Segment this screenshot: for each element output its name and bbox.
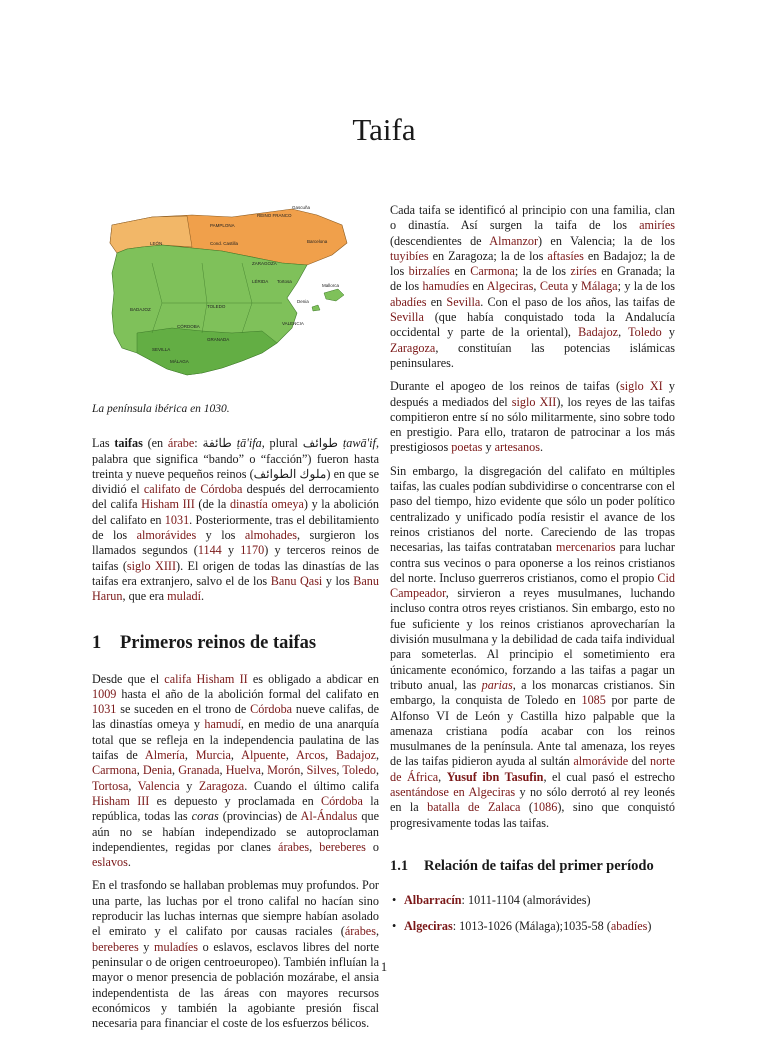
wiki-link[interactable]: bereberes: [92, 939, 139, 954]
wiki-link[interactable]: Córdoba: [320, 793, 363, 808]
paragraph: [92, 878, 379, 1031]
text-run: Desde que el: [92, 671, 165, 686]
wiki-link[interactable]: 1086: [532, 800, 558, 815]
wiki-link[interactable]: 1009: [92, 686, 117, 701]
text-run: se suceden en el trono de: [116, 702, 251, 717]
text-run: (en: [142, 436, 168, 451]
text-run: en Zaragoza; la de los: [428, 248, 548, 263]
text-run: ) y la abolición del califato en: [92, 497, 379, 527]
text-run: hasta el año de la abolición formal del califato en: [116, 686, 379, 701]
text-run: , constituían las potencias islámicas peninsulares.: [390, 340, 675, 370]
text-run: ,: [309, 839, 320, 854]
wiki-link[interactable]: Carmona: [92, 763, 137, 778]
page-title: Taifa: [352, 112, 416, 147]
text-run: y: [568, 279, 582, 294]
wiki-link[interactable]: siglo XI: [620, 379, 663, 394]
map-label: Cond. Castilla: [210, 241, 239, 246]
wiki-link[interactable]: Murcia: [195, 748, 231, 763]
text-run: , que era: [122, 589, 168, 604]
text-run: .: [539, 440, 544, 455]
text-run: , el cual pasó el estrecho: [543, 769, 676, 784]
text-run: ,: [325, 748, 337, 763]
text-run: taifas: [114, 436, 143, 451]
paragraph: [390, 379, 675, 455]
wiki-link[interactable]: Carmona: [470, 264, 515, 279]
wiki-link[interactable]: batalla de Zalaca: [427, 800, 521, 815]
text-run: , a los monarcas cristianos. Sin embargo, la conquista de Toledo en: [390, 677, 675, 708]
text-run: ,: [219, 763, 226, 778]
text-run: en: [469, 279, 487, 294]
text-run: del: [628, 754, 650, 769]
wiki-link[interactable]: 1170: [240, 543, 265, 558]
text-run: es obligado a abdicar en: [247, 671, 379, 686]
text-run: ) en Valencia; la de los: [538, 233, 675, 248]
wiki-link[interactable]: Cid Campeador: [390, 570, 675, 601]
wiki-link[interactable]: Badajoz: [336, 748, 376, 763]
wiki-link[interactable]: califa Hisham II: [164, 671, 248, 686]
text-run: después del derrocamiento del califa: [92, 482, 379, 512]
text-run: . Posteriormente, tras el debilitamiento de los: [92, 512, 379, 543]
text-run: (provincias) de: [218, 809, 301, 824]
text-run: ,: [438, 769, 447, 784]
wiki-link[interactable]: norte de África: [390, 754, 676, 784]
text-run: y los: [196, 528, 245, 543]
text-run: . Cuando el último califa: [244, 778, 380, 793]
wiki-link[interactable]: amiríes: [639, 218, 675, 233]
map-label: LÉRIDA: [252, 279, 269, 284]
text-run: ,: [230, 748, 242, 763]
text-run: y: [482, 440, 495, 455]
wiki-link[interactable]: almorávide: [573, 754, 629, 769]
wiki-link[interactable]: Málaga: [581, 279, 618, 294]
text-run: en: [426, 294, 447, 309]
paragraph: [92, 672, 379, 871]
wiki-link[interactable]: Ceuta: [539, 279, 569, 294]
text-run: ). El origen de todas las dinastías de las taifas era extranjero, salvo el de los: [92, 558, 380, 588]
text-run: , palabra que significa “bando” o “facción”) fueron hasta treinta y nueve pequeños reinos (ملوك الطوائف) en que se dividió el: [92, 436, 379, 497]
map-label: Tortosa: [277, 279, 292, 284]
text-run: ), sino que conquistó progresivamente todas las taifas.: [390, 800, 675, 830]
wiki-link[interactable]: Hisham III: [92, 793, 150, 808]
text-run: ) y terceros reinos de taifas (: [92, 543, 379, 573]
text-run: en Granada; la de los: [390, 264, 675, 294]
wiki-link[interactable]: Granada: [178, 763, 220, 778]
wiki-link[interactable]: tuyibíes: [390, 248, 429, 263]
text-run: (: [520, 800, 533, 815]
paragraph: [390, 203, 675, 371]
text-run: o: [365, 839, 379, 854]
text-run: .: [127, 855, 131, 870]
map-label: SEVILLA: [152, 347, 171, 352]
wiki-link[interactable]: dinastía omeya: [229, 497, 304, 512]
text-run: en: [449, 264, 471, 279]
wiki-link[interactable]: asentándose en Algeciras: [390, 784, 516, 799]
wiki-link[interactable]: aftasíes: [547, 248, 584, 263]
wiki-link[interactable]: Tortosa: [92, 778, 129, 793]
wiki-link[interactable]: Sevilla: [390, 310, 424, 325]
wiki-link[interactable]: Almanzor: [489, 233, 539, 248]
wiki-link[interactable]: Yusuf ibn Tasufin: [446, 769, 544, 784]
wiki-link[interactable]: hamudí: [204, 717, 241, 732]
section-heading: [92, 632, 379, 654]
text-run: coras: [191, 809, 219, 824]
text-run: ,: [300, 763, 307, 778]
wiki-link[interactable]: Algeciras: [404, 919, 453, 934]
iberian-peninsula-map: [92, 203, 362, 383]
wiki-link[interactable]: 1144: [197, 543, 222, 558]
list-item: • Algeciras: 1013-1026 (Málaga);1035-58 (abadíes): [392, 919, 652, 934]
text-run: : 1011-1104 (almorávides): [461, 892, 591, 907]
wiki-link[interactable]: Sevilla: [446, 294, 481, 309]
wiki-link[interactable]: abadíes: [610, 919, 648, 934]
figure-caption: La península ibérica en 1030.: [92, 403, 230, 415]
map-label: PAMPLONA: [210, 223, 235, 228]
subsection-title: Relación de taifas del primer período: [424, 857, 654, 874]
text-run: ,: [336, 763, 343, 778]
text-run: ,: [375, 924, 379, 939]
map-label: Denia: [297, 299, 309, 304]
wiki-link[interactable]: almorávides: [136, 528, 197, 543]
section-title: Primeros reinos de taifas: [120, 632, 317, 653]
map-label: Gascuña: [292, 205, 311, 210]
section-number: 1: [92, 632, 102, 653]
wiki-link[interactable]: Banu Qasi: [270, 573, 323, 588]
text-run: , surgieron los llamados segundos (: [92, 528, 379, 558]
text-run: En el trasfondo se hallaban problemas muy profundos. Por una parte, las luchas por el trono califal no hacían sino reproducir las luchas internas que siempre habían asolado el emirato y el califato por causas raciales (: [92, 878, 379, 939]
text-run: ): [647, 919, 652, 934]
text-run: ; la de los: [514, 264, 571, 279]
wiki-link[interactable]: Huelva: [225, 763, 261, 778]
map-label: MÁLAGA: [170, 359, 189, 364]
text-run: Sin embargo, la disgregación del califato en múltiples taifas, las cuales podían subdividirse o concentrarse con el paso del tiempo, hizo evidente que sólo un poder político centralizado y unificado podía resistir el avance de los reinos cristianos del norte. Careciendo de las tropas necesarias, las taifas contrataban: [390, 463, 675, 555]
text-run: por parte de Alfonso VI de León y Castilla hizo palpable que la amenaza cristiana podía acabar con los reinos musulmanes de la península. Ante tal amenaza, los reyes de las taifas pidieron ayuda al sultán: [390, 693, 675, 769]
list-item: • Albarracín: 1011-1104 (almorávides): [392, 892, 591, 907]
wiki-link[interactable]: califato de Córdoba: [143, 482, 243, 497]
wiki-link[interactable]: 1085: [581, 693, 606, 708]
text-run: Cada taifa se identificó al principio con una familia, clan o dinastía. Así surgen la taifa de los: [390, 203, 675, 233]
map-label: ZARAGOZA: [252, 261, 277, 266]
wiki-link[interactable]: Albarracín: [404, 892, 462, 907]
wiki-link[interactable]: Toledo: [342, 763, 377, 778]
left-column: [92, 402, 379, 1039]
wiki-link[interactable]: muladí: [167, 589, 201, 604]
text-run: Las: [92, 436, 115, 451]
text-run: y: [179, 778, 199, 793]
map-label: Mallorca: [322, 283, 340, 288]
text-run: ,: [260, 763, 268, 778]
map-label: VALENCIA: [282, 321, 304, 326]
text-run: ṭā'ifa: [236, 436, 262, 451]
map-label: CÓRDOBA: [177, 324, 200, 329]
wiki-link[interactable]: Denia: [142, 763, 173, 778]
text-run: (descendientes de: [390, 233, 490, 248]
text-run: o eslavos, esclavos libres del norte peninsular o de origen centroeuropeo). También influían la mayor o menor presencia de población mozárabe, el ansia independentista de las áreas con mayores recursos económicos y también la agobiante presión fiscal necesaria para financiar el coste de los esfuerzos bélicos.: [92, 939, 379, 1031]
wiki-link[interactable]: Toledo: [628, 325, 662, 340]
text-run: y los: [322, 573, 354, 588]
text-run: y no sólo derrotó al rey leonés en la: [390, 784, 675, 815]
paragraph: [390, 464, 675, 831]
right-column: [390, 203, 675, 945]
wiki-link[interactable]: Zaragoza: [198, 778, 245, 793]
text-run: y: [221, 543, 241, 558]
text-run: y: [138, 939, 154, 954]
text-run: ,: [533, 279, 540, 294]
wiki-link[interactable]: Algeciras: [486, 279, 534, 294]
wiki-link[interactable]: Badajoz: [578, 325, 619, 340]
text-run: , en medio de una anarquía total que se refleja en la independencia paulatina de las taifas de: [92, 717, 379, 763]
map-label: LEÓN: [150, 241, 163, 246]
text-run: , plural طوائف: [261, 436, 343, 451]
text-run: ,: [618, 325, 629, 340]
text-run: ,: [136, 763, 143, 778]
wiki-link[interactable]: poetas: [451, 440, 483, 455]
text-run: y: [661, 325, 676, 340]
wiki-link[interactable]: Almería: [144, 748, 185, 763]
wiki-link[interactable]: Córdoba: [250, 702, 293, 717]
text-run: (de la: [194, 497, 230, 512]
text-run: : 1013-1026 (Málaga);1035-58 (: [452, 919, 611, 934]
text-run: es depuesto y proclamada en: [149, 793, 321, 808]
subsection-heading: [390, 857, 675, 875]
wiki-link[interactable]: Alpuente: [241, 748, 286, 763]
wiki-link[interactable]: abadíes: [390, 294, 427, 309]
intro-paragraph: [92, 436, 379, 604]
wiki-link[interactable]: Al-Ándalus: [300, 809, 358, 824]
wiki-link[interactable]: parias: [481, 677, 513, 692]
wiki-link[interactable]: árabes: [344, 924, 376, 939]
wiki-link[interactable]: árabes: [278, 839, 310, 854]
wiki-link[interactable]: birzalíes: [408, 264, 450, 279]
wiki-link[interactable]: Banu Harun: [92, 573, 379, 604]
text-run: en Badajoz; la de los: [390, 248, 675, 279]
text-run: Durante el apogeo de los reinos de taifas (: [390, 379, 621, 394]
wiki-link[interactable]: siglo XII: [511, 394, 557, 409]
text-run: ,: [375, 748, 380, 763]
wiki-link[interactable]: Valencia: [137, 778, 180, 793]
text-run: ṭawā'if: [342, 436, 376, 451]
text-run: ), los reyes de las taifas compitieron entre sí no sólo militarmente, sino sobre todo en prestigio. Para ello, trataron de patrocinar a los más prestigiosos: [390, 394, 675, 455]
text-run: : طائفة: [194, 436, 237, 451]
map-label: BADAJOZ: [130, 307, 151, 312]
map-label: REINO FRANCO: [257, 213, 292, 218]
text-run: la república, todas las: [92, 793, 380, 824]
text-run: .: [201, 589, 205, 604]
wiki-link[interactable]: árabe: [167, 436, 195, 451]
page-number: 1: [380, 960, 388, 974]
wiki-link[interactable]: Silves: [306, 763, 337, 778]
wiki-link[interactable]: mercenarios: [555, 540, 616, 555]
wiki-link[interactable]: Morón: [267, 763, 301, 778]
text-run: , sirvieron a reyes musulmanes, luchando incluso contra otros reyes cristianos. Sin embargo, esto no fue suficiente y los reinos cristianos aprovecharían la división musulmana y la debilidad de cada taifa individual para someterlas. Al principio el sometimiento era únicamente económico, forzando a las taifas a pagar un tributo anual, las: [390, 586, 675, 692]
wiki-link[interactable]: Hisham III: [141, 497, 195, 512]
text-run: nueve califas, de las dinastías omeya y: [92, 702, 380, 732]
wiki-link[interactable]: bereberes: [319, 839, 366, 854]
map-label: GRANADA: [207, 337, 230, 342]
text-run: ,: [376, 763, 380, 778]
text-run: ,: [172, 763, 179, 778]
text-run: . Con el paso de los años, las taifas de: [480, 294, 675, 309]
text-run: y después a mediados del: [390, 379, 676, 409]
wiki-link[interactable]: siglo XIII: [126, 558, 177, 573]
wiki-link[interactable]: 1031: [164, 512, 190, 527]
text-run: ,: [184, 748, 196, 763]
wiki-link[interactable]: Arcos: [296, 748, 326, 763]
text-run: que aún no se habían independizado se autoproclaman independientes, regidas por clanes: [92, 809, 379, 854]
wiki-link[interactable]: ziríes: [570, 264, 597, 279]
map-label: Barcelona: [307, 239, 328, 244]
wiki-link[interactable]: 1031: [92, 702, 117, 717]
map-label: TOLEDO: [207, 304, 226, 309]
text-run: ,: [285, 748, 297, 763]
wiki-link[interactable]: Zaragoza: [390, 340, 436, 355]
text-run: ; y la de los: [617, 279, 675, 294]
wiki-link[interactable]: hamudíes: [422, 279, 470, 294]
text-run: ,: [128, 778, 138, 793]
wiki-link[interactable]: artesanos: [494, 440, 540, 455]
map-balearic: [324, 289, 344, 301]
wiki-link[interactable]: almohades: [244, 528, 297, 543]
text-run: (que había conquistado toda la Andalucía occidental y parte de la oriental),: [390, 310, 675, 340]
wiki-link[interactable]: eslavos: [92, 855, 128, 870]
subsection-number: 1.1: [390, 857, 409, 874]
taifa-list: [390, 893, 675, 935]
text-run: para luchar contra sus vecinos o para oponerse a los reinos cristianos del norte. Incluso guerreros cristianos, como el propio: [390, 540, 675, 585]
wiki-link[interactable]: muladíes: [154, 939, 199, 954]
